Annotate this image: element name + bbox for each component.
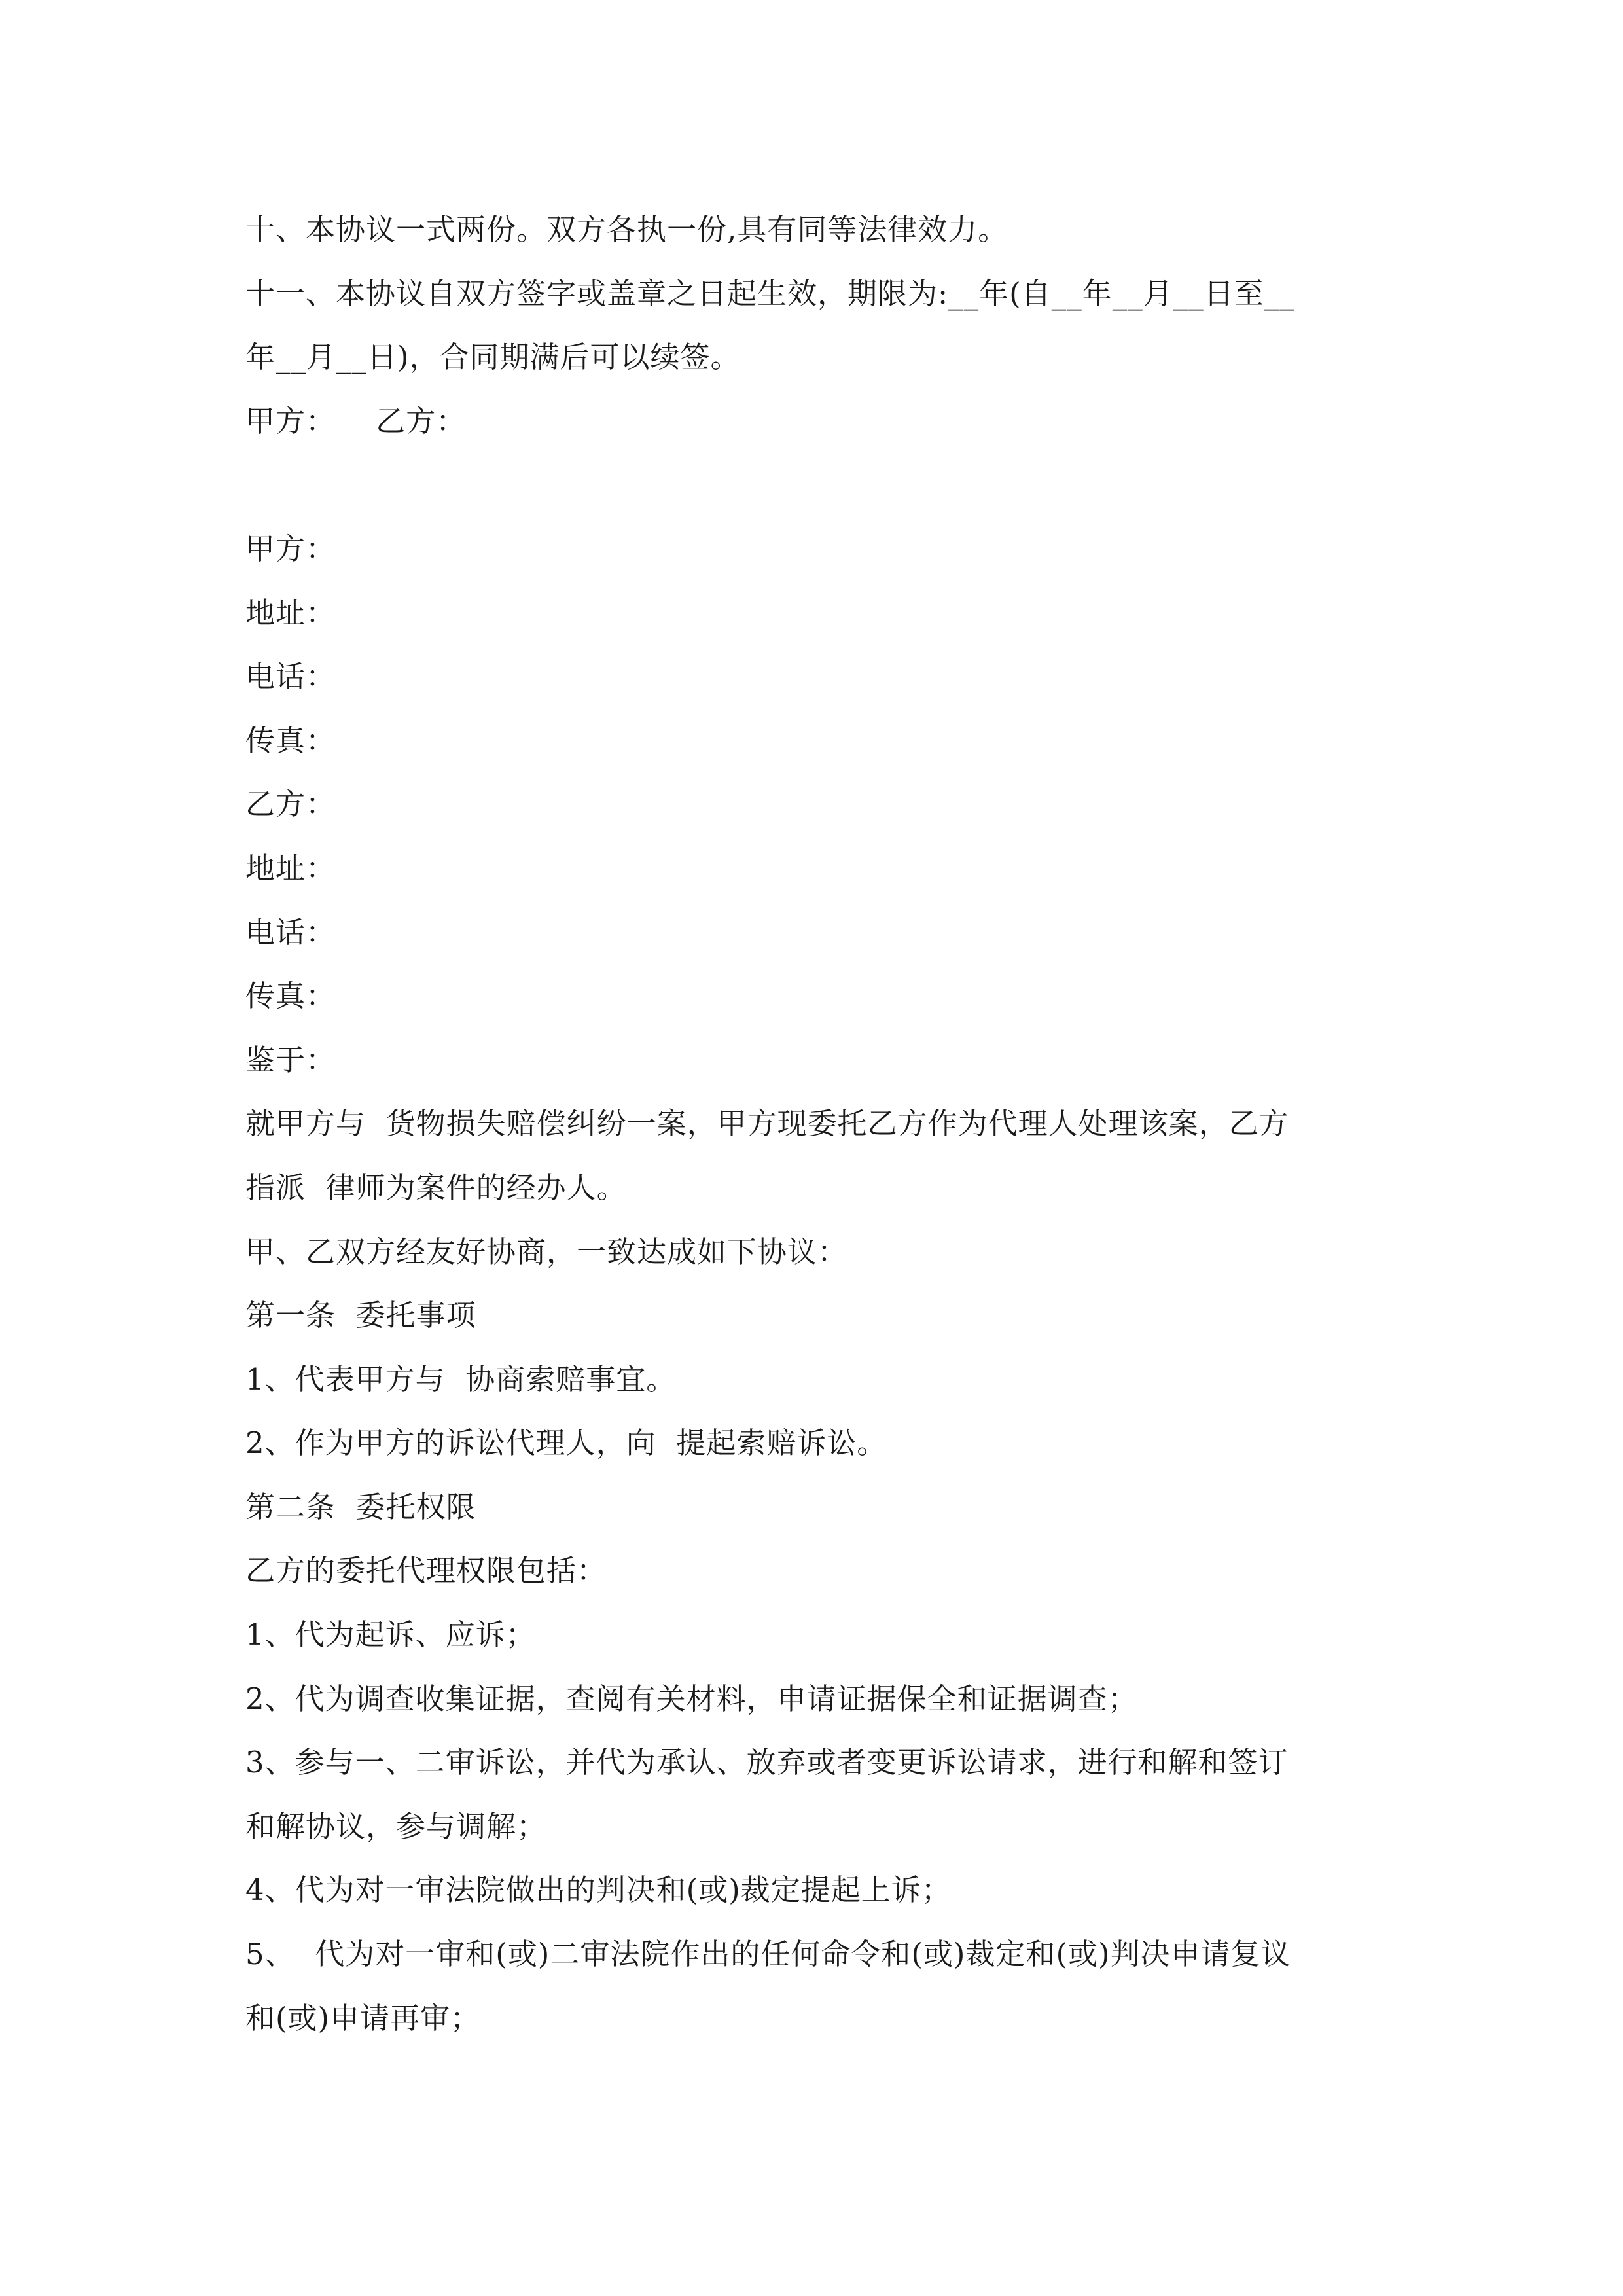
- party-a-fax: 传真：: [245, 723, 336, 758]
- article-2-item-4: 4、代为对一审法院做出的判决和(或)裁定提起上诉；: [245, 1873, 952, 1908]
- clause-10: 十、本协议一式两份。双方各执一份,具有同等法律效力。: [245, 212, 1008, 247]
- clause-11-line-2: 年__月__日)，合同期满后可以续签。: [245, 340, 741, 375]
- blank-line: [245, 453, 1387, 517]
- party-b-address: 地址：: [245, 850, 336, 886]
- party-a-address: 地址：: [245, 595, 336, 630]
- article-2-item-2: 2、代为调查收集证据，查阅有关材料，申请证据保全和证据调查；: [245, 1681, 1138, 1716]
- article-1-heading: 第一条 委托事项: [245, 1298, 476, 1333]
- party-a-label: 甲方：: [245, 531, 336, 566]
- article-1-item-1: 1、代表甲方与 协商索赔事宜。: [245, 1361, 677, 1397]
- document-body: [245, 198, 1387, 2050]
- party-b-fax: 传真：: [245, 978, 336, 1014]
- whereas-paragraph-line-2: 指派 律师为案件的经办人。: [245, 1170, 627, 1205]
- article-2-item-1: 1、代为起诉、应诉；: [245, 1617, 536, 1653]
- whereas-heading: 鉴于：: [245, 1042, 336, 1077]
- article-2-heading: 第二条 委托权限: [245, 1489, 476, 1524]
- article-2-item-3-line-1: 3、参与一、二审诉讼，并代为承认、放弃或者变更诉讼请求，进行和解和签订: [245, 1745, 1289, 1780]
- article-1-item-2: 2、作为甲方的诉讼代理人，向 提起索赔诉讼。: [245, 1426, 887, 1461]
- whereas-paragraph-line-1: 就甲方与 货物损失赔偿纠纷一案，甲方现委托乙方作为代理人处理该案，乙方: [245, 1106, 1289, 1141]
- article-2-item-5-line-2: 和(或)申请再审；: [245, 2000, 481, 2036]
- party-b-phone: 电话：: [245, 914, 336, 950]
- agreement-intro: 甲、乙双方经友好协商，一致达成如下协议：: [245, 1234, 848, 1269]
- signature-parties: 甲方： 乙方：: [245, 403, 467, 439]
- party-a-phone: 电话：: [245, 659, 336, 694]
- article-2-intro: 乙方的委托代理权限包括：: [245, 1553, 607, 1588]
- clause-11-line-1: 十一、本协议自双方签字或盖章之日起生效，期限为:__年(自__年__月__日至__: [245, 276, 1295, 311]
- article-2-item-3-line-2: 和解协议，参与调解；: [245, 1808, 547, 1844]
- party-b-label: 乙方：: [245, 787, 336, 822]
- article-2-item-5-line-1: 5、 代为对一审和(或)二审法院作出的任何命令和(或)裁定和(或)判决申请复议: [245, 1937, 1291, 1972]
